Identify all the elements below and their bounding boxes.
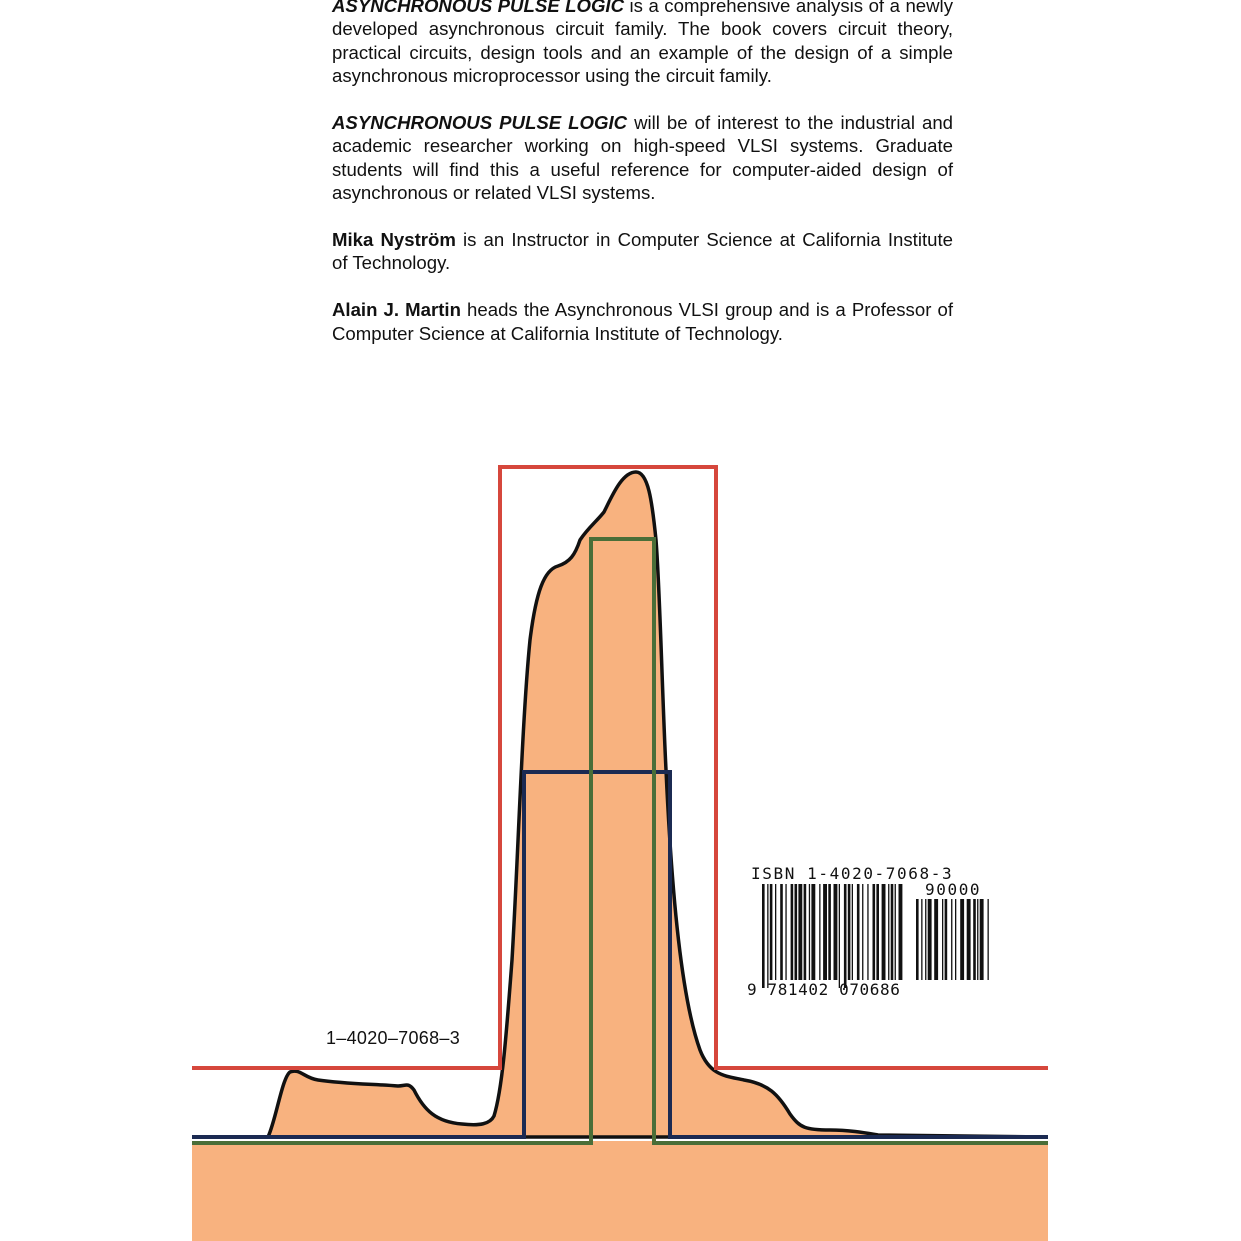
barcode-bar (945, 899, 948, 980)
barcode-bar (951, 899, 952, 980)
barcode-bar (888, 884, 889, 980)
ground-band (192, 1141, 1048, 1241)
barcode-bar (925, 899, 926, 980)
barcode-bar (967, 899, 971, 980)
bio-text: heads the Asynchronous VLSI group and is a Professor of Computer Science at California Institute of Technology. (332, 299, 953, 344)
isbn-label: 1–4020–7068–3 (326, 1028, 461, 1048)
barcode-bar (882, 884, 886, 980)
bio-text: is an Instructor in Computer Science at California Institute of Technology. (332, 229, 953, 274)
barcode-bar (857, 884, 860, 980)
book-title: ASYNCHRONOUS PULSE LOGIC (332, 112, 628, 134)
barcode-bar (804, 884, 807, 980)
barcode-bar (823, 884, 827, 980)
barcode-bar (844, 884, 847, 988)
book-title: ASYNCHRONOUS PULSE LOGIC (332, 0, 625, 16)
barcode-bar (916, 899, 919, 980)
barcode-bar (780, 884, 783, 980)
barcode-bar (852, 884, 853, 980)
barcode-bar (899, 884, 903, 980)
barcode-bar (942, 899, 943, 980)
barcode-bar (834, 884, 838, 980)
barcode-isbn-text: ISBN 1-4020-7068-3 (751, 864, 954, 883)
barcode-bar (973, 899, 976, 980)
blurb-text: will be of interest to the industrial and academic researcher working on high-speed VLSI systems. Graduate students will find this a useful reference for computer-aided design of asynchronous or related VLSI systems. (332, 112, 953, 204)
barcode-bar (955, 899, 956, 980)
barcode-bar (795, 884, 798, 980)
author-name: Mika Nyström (332, 229, 456, 251)
barcode-bar (876, 884, 879, 980)
barcode-ean-digits: 9 781402 070686 (747, 980, 901, 999)
barcode-bar (798, 884, 802, 980)
barcode-bar (839, 884, 840, 988)
barcode-bar (960, 899, 964, 980)
barcode-bar (891, 884, 894, 980)
barcode-bar (980, 899, 984, 980)
barcode-bar (977, 899, 978, 980)
barcode-price-code: 90000 (925, 880, 982, 899)
barcode-bar (828, 884, 831, 980)
blurb-text: is a comprehensive analysis of a newly developed asynchronous circuit family. The book covers circuit theory, practical circuits, design tools and an example of the design of a simple asynchronous microprocessor using the circuit family. (332, 0, 953, 87)
barcode-bar (867, 884, 868, 980)
barcode-bar (862, 884, 863, 980)
author-name: Alain J. Martin (332, 299, 461, 321)
barcode-bar (767, 884, 768, 988)
barcode-bar (791, 884, 794, 980)
barcode-bar (770, 884, 773, 980)
barcode-bar (934, 899, 938, 980)
barcode-bar (928, 899, 932, 980)
barcode-bar (988, 899, 989, 980)
barcode-bar (873, 884, 876, 980)
barcode-bar (848, 884, 851, 980)
barcode-bar (785, 884, 786, 980)
barcode-bar (895, 884, 896, 980)
barcode-bar (921, 899, 922, 980)
barcode-bar (811, 884, 815, 980)
barcode-bar (809, 884, 810, 980)
barcode-bar (762, 884, 765, 988)
barcode-bar (819, 884, 820, 980)
barcode-bar (775, 884, 776, 980)
